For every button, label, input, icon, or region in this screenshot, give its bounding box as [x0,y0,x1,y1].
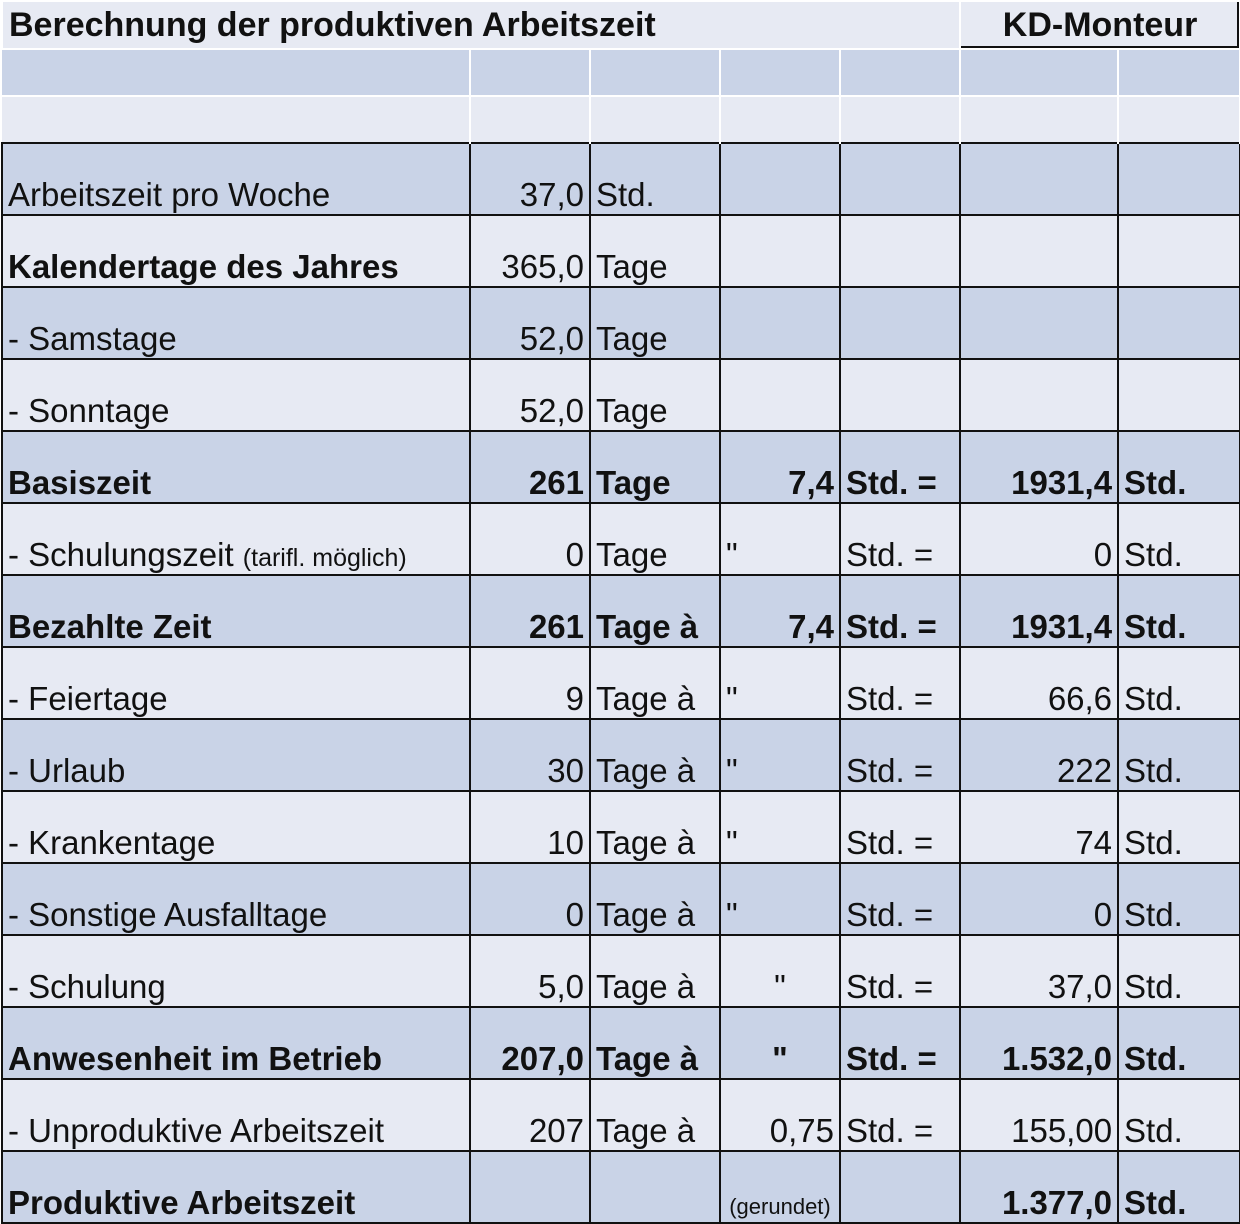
row-total[interactable]: 1.377,0 [960,1151,1118,1223]
row-unit[interactable]: Tage à [590,791,720,863]
row-unit2[interactable] [840,215,960,287]
row-total[interactable] [960,359,1118,431]
row-unit2[interactable]: Std. = [840,647,960,719]
row-label[interactable]: - Schulung [2,935,470,1007]
row-unit3[interactable] [1118,359,1240,431]
row-urlaub [2,719,1240,791]
row-unit2[interactable]: Std. = [840,1079,960,1151]
row-factor[interactable] [720,215,840,287]
row-label[interactable]: - Unproduktive Arbeitszeit [2,1079,470,1151]
row-value[interactable]: 0 [470,503,590,575]
cell[interactable] [840,49,960,96]
row-label-note: (tarifl. möglich) [242,544,407,572]
cell[interactable] [720,49,840,96]
cell[interactable] [590,49,720,96]
header-blank-row [2,49,1240,96]
row-label[interactable]: - Sonntage [2,359,470,431]
sheet-title: Berechnung der produktiven Arbeitszeit [2,1,960,49]
cell[interactable] [960,49,1118,96]
row-total[interactable]: 155,00 [960,1079,1118,1151]
row-unit[interactable]: Tage à [590,1007,720,1079]
cell[interactable] [1118,96,1240,143]
row-unit3[interactable]: Std. [1118,1079,1240,1151]
cell[interactable] [2,96,470,143]
row-value[interactable]: 0 [470,863,590,935]
row-label[interactable]: Basiszeit [2,431,470,503]
row-value[interactable]: 37,0 [470,143,590,215]
row-value[interactable] [470,1151,590,1223]
row-value[interactable]: 30 [470,719,590,791]
row-factor[interactable]: " [720,935,840,1007]
row-unit3[interactable]: Std. [1118,935,1240,1007]
row-unit2[interactable]: Std. = [840,575,960,647]
row-factor[interactable] [720,143,840,215]
cell[interactable] [840,96,960,143]
row-unit[interactable]: Tage [590,287,720,359]
role-title: KD-Monteur [960,1,1240,49]
row-factor[interactable]: " [720,503,840,575]
row-unit3[interactable]: Std. [1118,1151,1240,1223]
row-unit3[interactable]: Std. [1118,719,1240,791]
row-krankentage [2,791,1240,863]
row-total[interactable]: 1931,4 [960,575,1118,647]
cell[interactable] [720,96,840,143]
row-unit[interactable] [590,1151,720,1223]
row-basiszeit [2,431,1240,503]
row-label[interactable]: - Sonstige Ausfalltage [2,863,470,935]
row-unit[interactable]: Tage à [590,719,720,791]
row-value[interactable]: 207 [470,1079,590,1151]
row-produktive-arbeitszeit [2,1151,1240,1223]
row-factor[interactable] [720,1151,840,1223]
row-unit2[interactable] [840,287,960,359]
cell[interactable] [470,96,590,143]
row-unit3[interactable] [1118,143,1240,215]
row-unit[interactable]: Tage à [590,1079,720,1151]
row-value[interactable]: 52,0 [470,359,590,431]
row-unit2[interactable]: Std. = [840,791,960,863]
row-label[interactable]: Arbeitszeit pro Woche [2,143,470,215]
row-unit[interactable]: Tage [590,431,720,503]
row-factor[interactable]: " [720,791,840,863]
row-value[interactable]: 261 [470,431,590,503]
row-value[interactable]: 207,0 [470,1007,590,1079]
row-unit2[interactable] [840,359,960,431]
row-factor[interactable]: " [720,647,840,719]
row-unit[interactable]: Tage [590,359,720,431]
row-bezahlte-zeit [2,575,1240,647]
row-total[interactable]: 0 [960,863,1118,935]
row-total[interactable]: 74 [960,791,1118,863]
row-factor[interactable] [720,287,840,359]
row-total[interactable] [960,287,1118,359]
row-label[interactable]: - Feiertage [2,647,470,719]
row-label[interactable]: - Krankentage [2,791,470,863]
rounded-note: (gerundet) [729,1194,831,1219]
row-label[interactable]: Anwesenheit im Betrieb [2,1007,470,1079]
row-unit3[interactable] [1118,287,1240,359]
row-label[interactable] [2,503,470,575]
cell[interactable] [470,49,590,96]
row-unit[interactable]: Std. [590,143,720,215]
cell[interactable] [590,96,720,143]
row-unit3[interactable]: Std. [1118,647,1240,719]
row-schulungszeit [2,503,1240,575]
row-unit[interactable]: Tage [590,215,720,287]
row-unit2[interactable]: Std. = [840,935,960,1007]
row-unit2[interactable]: Std. = [840,719,960,791]
row-unit2[interactable]: Std. = [840,431,960,503]
row-feiertage [2,647,1240,719]
row-anwesenheit [2,1007,1240,1079]
row-value[interactable]: 10 [470,791,590,863]
row-factor[interactable]: " [720,863,840,935]
row-unit3[interactable]: Std. [1118,431,1240,503]
row-unit3[interactable] [1118,215,1240,287]
title-row [2,1,1240,49]
row-unit3[interactable]: Std. [1118,575,1240,647]
row-unit[interactable]: Tage à [590,863,720,935]
row-factor[interactable]: " [720,719,840,791]
row-unit[interactable]: Tage à [590,935,720,1007]
row-unit3[interactable]: Std. [1118,1007,1240,1079]
calculation-table [1,0,1240,1224]
row-unit[interactable]: Tage à [590,647,720,719]
row-factor[interactable] [720,359,840,431]
row-unit2[interactable]: Std. = [840,1007,960,1079]
row-value[interactable]: 52,0 [470,287,590,359]
row-total[interactable] [960,143,1118,215]
row-kalendertage [2,215,1240,287]
row-sonstige-ausfalltage [2,863,1240,935]
row-unit2[interactable] [840,1151,960,1223]
cell[interactable] [2,49,470,96]
cell[interactable] [960,96,1118,143]
row-total[interactable]: 0 [960,503,1118,575]
row-arbeitszeit-pro-woche [2,143,1240,215]
row-label[interactable]: Bezahlte Zeit [2,575,470,647]
row-total[interactable]: 66,6 [960,647,1118,719]
row-value[interactable]: 365,0 [470,215,590,287]
row-unit2[interactable]: Std. = [840,863,960,935]
row-total[interactable] [960,215,1118,287]
row-unit3[interactable]: Std. [1118,503,1240,575]
row-unit[interactable]: Tage à [590,575,720,647]
row-label[interactable]: - Urlaub [2,719,470,791]
row-unit3[interactable]: Std. [1118,863,1240,935]
row-samstage [2,287,1240,359]
row-label-text: - Schulungszeit [8,536,234,573]
row-label[interactable]: Kalendertage des Jahres [2,215,470,287]
row-unit2[interactable]: Std. = [840,503,960,575]
row-total[interactable]: 222 [960,719,1118,791]
row-label[interactable]: - Samstage [2,287,470,359]
row-unproduktive-arbeitszeit [2,1079,1240,1151]
row-factor[interactable]: 7,4 [720,431,840,503]
row-unit2[interactable] [840,143,960,215]
row-factor[interactable]: 7,4 [720,575,840,647]
row-label[interactable]: Produktive Arbeitszeit [2,1151,470,1223]
row-total[interactable]: 37,0 [960,935,1118,1007]
cell[interactable] [1118,49,1240,96]
row-schulung [2,935,1240,1007]
row-value[interactable]: 9 [470,647,590,719]
row-value[interactable]: 261 [470,575,590,647]
row-unit3[interactable]: Std. [1118,791,1240,863]
row-factor[interactable]: " [720,1007,840,1079]
header-blank-row [2,96,1240,143]
row-value[interactable]: 5,0 [470,935,590,1007]
row-unit[interactable]: Tage [590,503,720,575]
row-factor[interactable]: 0,75 [720,1079,840,1151]
row-sonntage [2,359,1240,431]
row-total[interactable]: 1.532,0 [960,1007,1118,1079]
row-total[interactable]: 1931,4 [960,431,1118,503]
